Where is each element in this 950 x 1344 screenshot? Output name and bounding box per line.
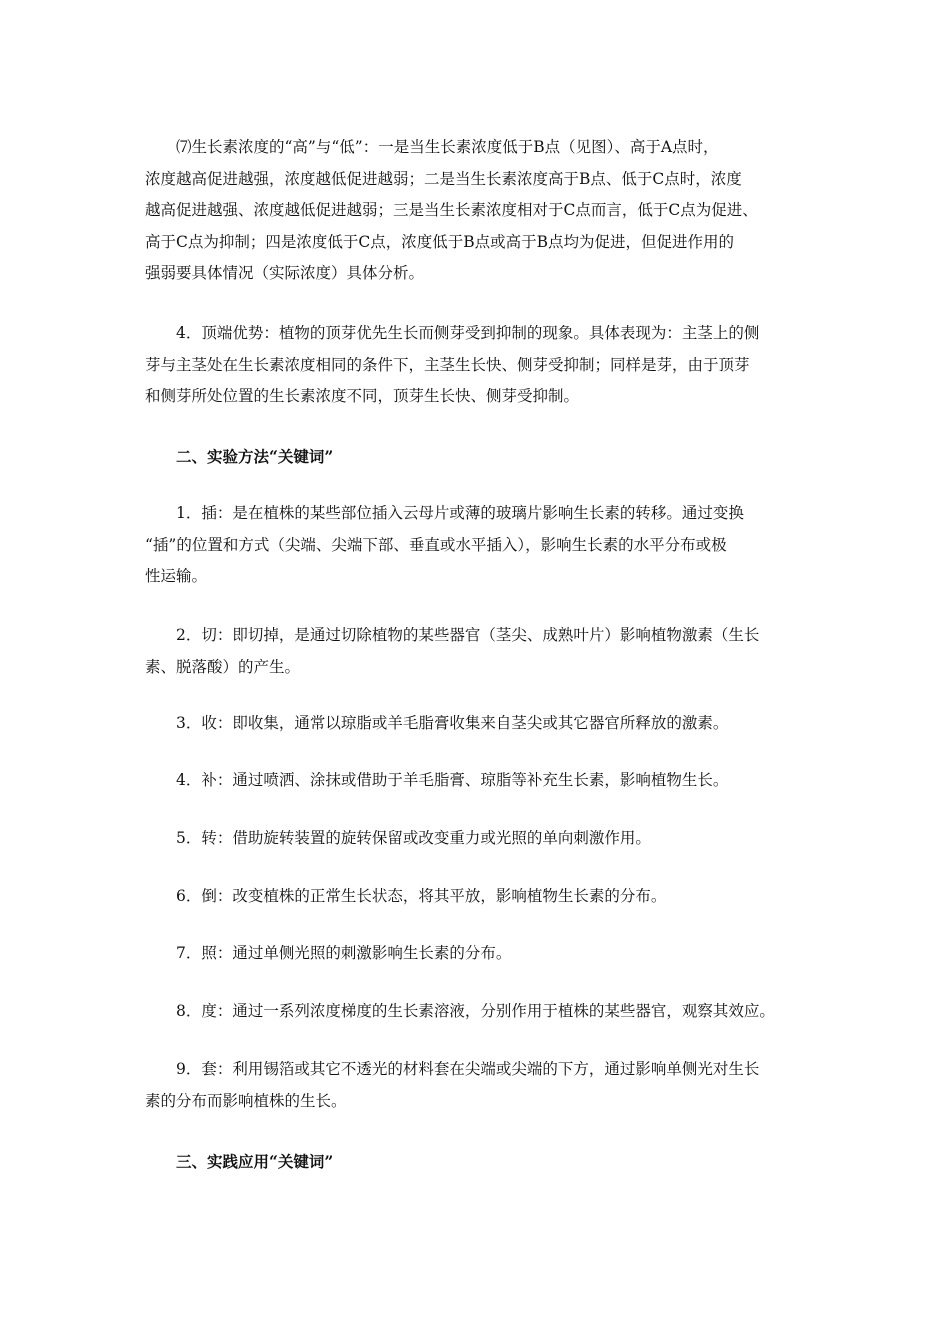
section-heading-experiment-methods	[145, 441, 820, 473]
text-line: 7．照：通过单侧光照的刺激影响生长素的分布。	[176, 944, 512, 962]
paragraph-degree	[145, 996, 820, 1028]
text-line: 高于C点为抑制；四是浓度低于C点，浓度低于B点或高于B点均为促进，但促进作用的	[145, 232, 735, 251]
paragraph-cut	[145, 620, 820, 683]
text-line: 4．补：通过喷洒、涂抹或借助于羊毛脂膏、琼脂等补充生长素，影响植物生长。	[176, 771, 729, 789]
paragraph-auxin-concentration	[145, 132, 820, 290]
heading-text: 二、实验方法“关键词”	[176, 447, 334, 466]
text-line: 和侧芽所处位置的生长素浓度不同，顶芽生长快、侧芽受抑制。	[145, 387, 580, 405]
paragraph-cover	[145, 1054, 820, 1117]
text-line: 6．倒：改变植株的正常生长状态，将其平放，影响植物生长素的分布。	[176, 887, 667, 905]
text-line: 浓度越高促进越强，浓度越低促进越弱；二是当生长素浓度高于B点、低于C点时，浓度	[145, 169, 742, 188]
text-line: 4．顶端优势：植物的顶芽优先生长而侧芽受到抑制的现象。具体表现为：主茎上的侧	[176, 324, 760, 342]
text-line: ⑺生长素浓度的“高”与“低”：一是当生长素浓度低于B点（见图）、高于A点时，	[176, 138, 719, 156]
text-line: 越高促进越强、浓度越低促进越弱；三是当生长素浓度相对于C点而言，低于C点为促进、	[145, 201, 758, 219]
paragraph-apical-dominance	[145, 318, 820, 413]
text-line: 素、脱落酸）的产生。	[145, 657, 301, 676]
text-line: 5．转：借助旋转装置的旋转保留或改变重力或光照的单向刺激作用。	[176, 829, 651, 847]
heading-text: 三、实践应用“关键词”	[176, 1152, 334, 1171]
paragraph-supplement	[145, 765, 820, 797]
text-line: “插”的位置和方式（尖端、尖端下部、垂直或水平插入），影响生长素的水平分布或极	[145, 535, 727, 554]
text-line: 2．切：即切掉，是通过切除植物的某些器官（茎尖、成熟叶片）影响植物激素（生长	[176, 626, 760, 644]
paragraph-invert	[145, 881, 820, 913]
text-line: 性运输。	[145, 567, 208, 585]
text-line: 9．套：利用锡箔或其它不透光的材料套在尖端或尖端的下方，通过影响单侧光对生长	[176, 1060, 760, 1078]
text-line: 1．插：是在植株的某些部位插入云母片或薄的玻璃片影响生长素的转移。通过变换	[176, 504, 744, 522]
paragraph-collect	[145, 708, 820, 740]
text-line: 芽与主茎处在生长素浓度相同的条件下，主茎生长快、侧芽受抑制；同样是芽，由于顶芽	[145, 355, 750, 374]
section-heading-practical-application	[145, 1146, 820, 1178]
text-line: 8．度：通过一系列浓度梯度的生长素溶液，分别作用于植株的某些器官，观察其效应。	[176, 1002, 775, 1020]
text-line: 素的分布而影响植株的生长。	[145, 1091, 347, 1110]
paragraph-illuminate	[145, 938, 820, 970]
text-line: 强弱要具体情况（实际浓度）具体分析。	[145, 264, 425, 282]
text-line: 3．收：即收集，通常以琼脂或羊毛脂膏收集来自茎尖或其它器官所释放的激素。	[176, 714, 729, 732]
paragraph-insert	[145, 498, 820, 593]
paragraph-rotate	[145, 823, 820, 855]
